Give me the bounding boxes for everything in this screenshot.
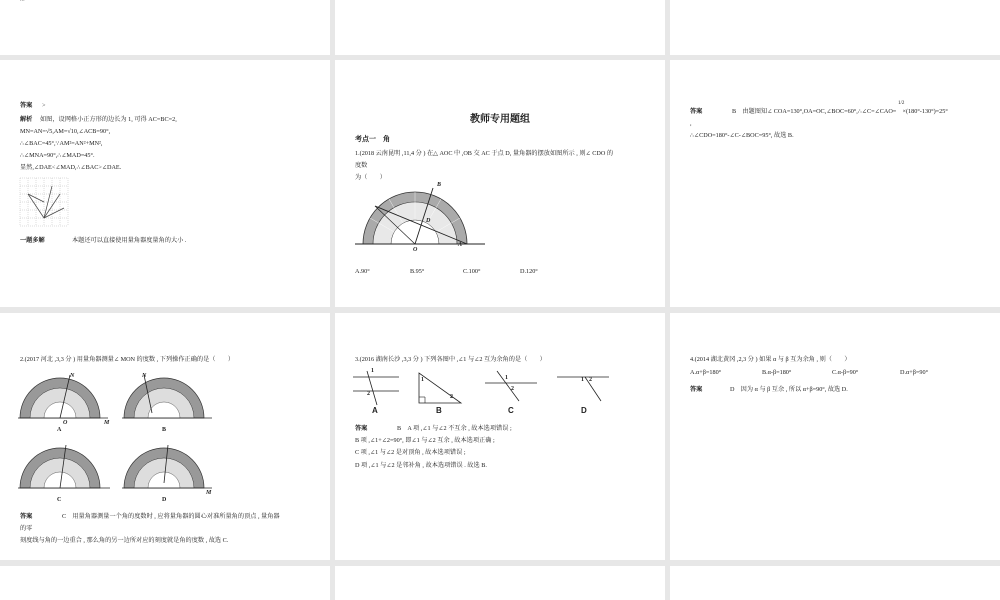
- point-label-o: O: [413, 247, 418, 253]
- question-text: 1.(2018 云南昆明 ,11,4 分 ) 在△ AOC 中 ,OB 交 AC 于点 D, 量角器的摆放如图所示 , 则∠ CDO 的: [355, 150, 614, 157]
- protractor-option-d: [122, 443, 214, 493]
- answer-value: >: [42, 102, 46, 109]
- point-label-n: N: [70, 373, 75, 379]
- question-text: 3.(2016 湖南长沙 ,3,3 分 ) 下列各图中 ,∠1 与∠2 互为余角的是（ ）: [355, 356, 546, 363]
- analysis-line: 如图，设网格小正方形的边长为 1, 可得 AC=BC=2,: [40, 116, 177, 123]
- answer-line: 刻度线与角的一边重合 , 那么角的另一边所对应的刻度就是角的度数 , 故选 C.: [20, 537, 229, 544]
- answer-text: B 由题图知∠ COA=130°,OA=OC,∠BOC=60°,∴∠C=∠CAO= ×(180°-130°)=25°: [732, 108, 948, 115]
- angle-label-1: 1: [371, 368, 374, 374]
- figure-letter-b: B: [436, 406, 442, 415]
- question-text: 度数: [355, 162, 368, 169]
- angle-label-1: 1: [421, 377, 424, 383]
- answer-label: 答案: [355, 425, 368, 432]
- slide-top-middle: [335, 0, 665, 55]
- figure-letter-a: A: [57, 427, 62, 433]
- protractor-option-c: [18, 443, 110, 493]
- point-label-n: N: [142, 373, 147, 379]
- slide-bottom-middle: [335, 566, 665, 600]
- slide-question-3: [335, 313, 665, 560]
- analysis-line: 显然,∠DAE<∠MAD,∴∠BAC>∠DAE.: [20, 164, 122, 171]
- analysis-line: ∴∠BAC=45°,∵AM²=AN²+MN²,: [20, 140, 103, 147]
- option-b: B.95°: [410, 268, 425, 275]
- slide-answer-grid: [0, 60, 330, 307]
- analysis-line: ∴∠MNA=90°,∴∠MAD=45°.: [20, 152, 95, 159]
- slide-stub-text: [20, 0, 25, 4]
- figure-letter-c: C: [508, 406, 514, 415]
- question-text: 2.(2017 河北 ,3,3 分 ) 用量角器测量∠ MON 的度数 , 下列操作正确的是（ ）: [20, 356, 235, 363]
- answer-dot: ,: [690, 120, 692, 127]
- slide-top-right: [670, 0, 1000, 55]
- answer-text: C 用量角器测量一个角的度数时 , 应将量角器的圆心对准所量角的顶点 , 量角器: [62, 513, 280, 520]
- protractor-figure: [355, 182, 495, 260]
- point-label-o: O: [63, 420, 68, 426]
- option-d: D.120°: [520, 268, 538, 275]
- figure-letter-d: D: [581, 406, 587, 415]
- question-text: 为（ ）: [355, 174, 386, 181]
- answer-line: B A 项 ,∠1 与∠2 不互余 , 故本选项错误 ;: [397, 425, 512, 432]
- angle-label-2: 2: [511, 386, 514, 392]
- multi-solution-text: 本题还可以直接使用量角器度量角的大小 .: [72, 237, 187, 244]
- point-label-m: M: [104, 420, 110, 426]
- slide-bottom-right: [670, 566, 1000, 600]
- slide-answer-1: [670, 60, 1000, 307]
- fraction: 1/2: [898, 101, 905, 106]
- slide-teacher-questions: [335, 60, 665, 307]
- answer-line: ∴∠CDO=180°-∠C-∠BOC=95°, 故选 B.: [690, 132, 794, 139]
- option-d: D.α+β=90°: [900, 369, 929, 376]
- answer-label: 答案: [20, 513, 33, 520]
- figure-letter-a: A: [372, 406, 378, 415]
- answer-label: 答案: [20, 102, 33, 109]
- answer-line: D 项 ,∠1 与∠2 是邻补角 , 故本选项错误 . 故选 B.: [355, 462, 487, 469]
- point-label-b: B: [437, 182, 442, 188]
- point-label-m: M: [206, 490, 212, 496]
- angle-figure-a: [353, 371, 399, 405]
- option-c: C.100°: [463, 268, 481, 275]
- answer-line: C 项 ,∠1 与∠2 是对顶角 , 故本选项错误 ;: [355, 449, 466, 456]
- multi-solution-label: 一题多解: [20, 237, 45, 244]
- angle-figure-b: [417, 371, 465, 405]
- point-label-a: A: [458, 242, 463, 248]
- option-c: C.α-β=90°: [832, 369, 859, 376]
- slide-bottom-left: [0, 566, 330, 600]
- answer-text: D 因为 α 与 β 互余 , 所以 α+β=90°, 故选 D.: [730, 386, 848, 393]
- angle-label-2: 2: [367, 391, 370, 397]
- protractor-option-a: [18, 373, 110, 423]
- angle-label-1: 1: [581, 377, 584, 383]
- figure-letter-b: B: [162, 427, 167, 433]
- page-title: 教师专用题组: [470, 114, 530, 125]
- question-text: 4.(2014 湖北黄冈 ,2,3 分 ) 如果 α 与 β 互为余角 , 则（ ）: [690, 356, 851, 363]
- option-a: A.α+β=180°: [690, 369, 722, 376]
- analysis-label: 解析: [20, 116, 33, 123]
- analysis-line: MN=AN=√5,AM=√10,∠ACB=90°,: [20, 128, 111, 135]
- section-heading: 考点一 角: [355, 135, 390, 143]
- option-b: B.α-β=180°: [762, 369, 792, 376]
- answer-label: 答案: [690, 108, 703, 115]
- figure-letter-d: D: [162, 497, 167, 503]
- slide-question-2: [0, 313, 330, 560]
- slide-top-left: [0, 0, 330, 55]
- slide-question-4: [670, 313, 1000, 560]
- angle-label-2: 2: [589, 377, 592, 383]
- point-label-d: D: [426, 218, 431, 224]
- answer-line: B 项 ,∠1+∠2=90°, 即∠1 与∠2 互余 , 故本选项正确 ;: [355, 437, 495, 444]
- angle-label-2: 2: [450, 394, 453, 400]
- option-a: A.90°: [355, 268, 370, 275]
- protractor-option-b: [122, 373, 214, 423]
- angle-label-1: 1: [505, 375, 508, 381]
- answer-label: 答案: [690, 386, 703, 393]
- figure-letter-c: C: [57, 497, 62, 503]
- answer-line: 的零: [20, 525, 33, 532]
- grid-figure: [20, 178, 68, 226]
